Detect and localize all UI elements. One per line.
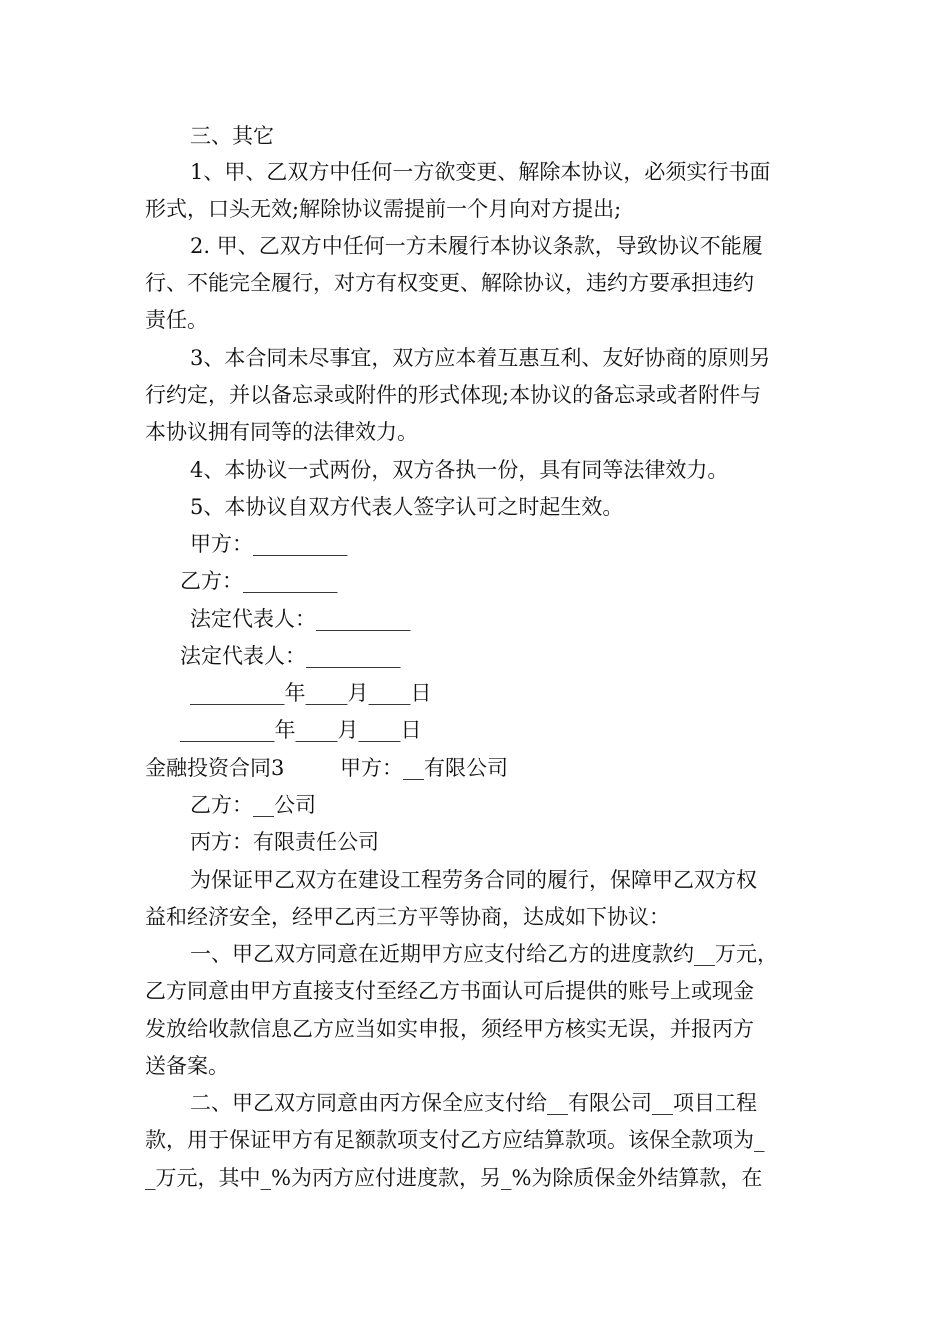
paragraph-line: 本协议拥有同等的法律效力。 bbox=[145, 420, 418, 444]
contract-title: 金融投资合同3 bbox=[145, 756, 285, 780]
party-a: 甲方：__有限公司 bbox=[340, 756, 508, 780]
paragraph-line: _万元，其中_%为丙方应付进度款，另_%为除质保金外结算款，在 bbox=[145, 1166, 763, 1190]
paragraph-line: 一、甲乙双方同意在近期甲方应支付给乙方的进度款约__万元， bbox=[190, 942, 778, 966]
paragraph-line: 发放给收款信息乙方应当如实申报，须经甲方核实无误，并报丙方 bbox=[145, 1017, 754, 1041]
paragraph-line: 二、甲乙双方同意由丙方保全应支付给__有限公司__项目工程 bbox=[190, 1091, 757, 1115]
paragraph-line: 责任。 bbox=[145, 308, 208, 332]
paragraph-line: 5、本协议自双方代表人签字认可之时起生效。 bbox=[190, 495, 624, 519]
signature-legal-rep: 法定代表人：_________ bbox=[180, 644, 401, 668]
signature-date: _________年____月____日 bbox=[190, 681, 432, 705]
paragraph-line: 为保证甲乙双方在建设工程劳务合同的履行，保障甲乙双方权 bbox=[190, 868, 757, 892]
signature-party-a: 甲方：_________ bbox=[190, 532, 348, 556]
signature-party-b: 乙方：_________ bbox=[180, 569, 338, 593]
paragraph-line: 送备案。 bbox=[145, 1054, 229, 1078]
paragraph-line: 形式，口头无效;解除协议需提前一个月向对方提出; bbox=[145, 197, 622, 221]
paragraph-line: 4、本协议一式两份，双方各执一份，具有同等法律效力。 bbox=[190, 458, 729, 482]
paragraph-line: 3、本合同未尽事宜，双方应本着互惠互利、友好协商的原则另 bbox=[190, 346, 771, 370]
signature-date: _________年____月____日 bbox=[180, 718, 422, 742]
paragraph-line: 款，用于保证甲方有足额款项支付乙方应结算款项。该保全款项为_ bbox=[145, 1128, 765, 1152]
paragraph-line: 益和经济安全，经甲乙丙三方平等协商，达成如下协议： bbox=[145, 905, 670, 929]
paragraph-line: 1、甲、乙双方中任何一方欲变更、解除本协议，必须实行书面 bbox=[190, 160, 771, 184]
party-c: 丙方：有限责任公司 bbox=[190, 830, 379, 854]
section-heading: 三、其它 bbox=[190, 124, 274, 148]
paragraph-line: 乙方同意由甲方直接支付至经乙方书面认可后提供的账号上或现金 bbox=[145, 979, 754, 1003]
party-b: 乙方：__公司 bbox=[190, 793, 316, 817]
signature-legal-rep: 法定代表人：_________ bbox=[190, 607, 411, 631]
paragraph-line: 行约定，并以备忘录或附件的形式体现;本协议的备忘录或者附件与 bbox=[145, 383, 762, 407]
paragraph-line: 行、不能完全履行，对方有权变更、解除协议，违约方要承担违约 bbox=[145, 271, 754, 295]
paragraph-line: 2. 甲、乙双方中任何一方未履行本协议条款，导致协议不能履 bbox=[190, 234, 763, 258]
